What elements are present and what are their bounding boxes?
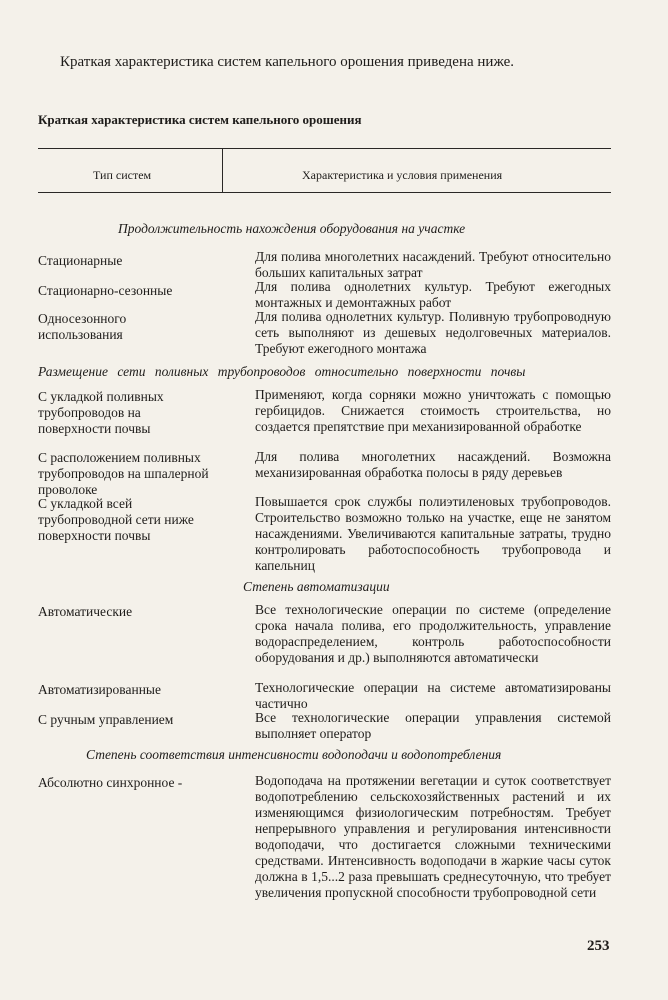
row-type: Автоматизированные: [38, 682, 161, 697]
page-number: 253: [587, 938, 610, 954]
row-description: Для полива однолетних культур. Поливную трубопроводную сеть выполняют из дешевых недолговечных материалов. Требуют ежегодного монтажа: [255, 309, 611, 356]
column-header-type: Тип систем: [93, 168, 152, 182]
section-title: Размещение сети поливных трубопроводов относительно поверхности почвы: [38, 364, 526, 379]
header-divider: [222, 149, 223, 192]
row-type: Автоматические: [38, 604, 133, 619]
row-description: Применяют, когда сорняки можно уничтожать с помощью гербицидов. Снижается стоимость строительства, но создается препятствие при механизированной обработке: [255, 387, 611, 434]
row-description: Повышается срок службы полиэтиленовых трубопроводов. Строительство возможно только на участке, еще не занятом насаждениями. Увеличиваются капитальные затраты, трудно контролировать работоспособность трубопровода и капельниц: [255, 494, 611, 573]
section-title: Продолжительность нахождения оборудования на участке: [118, 221, 466, 236]
column-header-characteristic: Характеристика и условия применения: [302, 168, 503, 182]
row-description: Все технологические операции управления системой выполняет оператор: [255, 710, 611, 741]
row-description: Для полива многолетних насаждений. Возможна механизированная обработка полосы в ряду деревьев: [255, 449, 611, 480]
row-type: С расположением поливных трубопроводов на шпалерной проволоке: [38, 450, 209, 497]
intro-paragraph: Краткая характеристика систем капельного орошения приведена ниже.: [60, 54, 515, 70]
row-type: Односезонного использования: [38, 311, 127, 342]
row-type: Стационарные: [38, 253, 123, 268]
row-description: Технологические операции на системе автоматизированы частично: [255, 680, 611, 711]
table-top-rule: [38, 148, 611, 149]
row-type: Стационарно-сезонные: [38, 283, 173, 298]
row-type: Абсолютно синхронное -: [38, 775, 183, 790]
row-description: Водоподача на протяжении вегетации и суток соответствует водопотреблению сельскохозяйственных растений и их изменяющимся физиологическим потребностям. Требует непрерывного управления и регулирования интенсивности водоподачи, что достигается сложными техническими средствами. Интенсивность водоподачи в жаркие часы суток должна в 1,5...2 раза превышать среднесуточную, что требует увеличения пропускной способности трубопроводной сети: [255, 773, 611, 900]
table-header-rule: [38, 192, 611, 193]
table-title: Краткая характеристика систем капельного орошения: [38, 112, 362, 127]
row-type: С ручным управлением: [38, 712, 174, 727]
section-title: Степень автоматизации: [243, 579, 390, 594]
row-description: Все технологические операции по системе (определение срока начала полива, его продолжительность, управление водораспределением, контроль работоспособности оборудования и др.) выполняются автоматически: [255, 602, 611, 665]
section-title: Степень соответствия интенсивности водоподачи и водопотребления: [86, 747, 502, 762]
row-description: Для полива многолетних насаждений. Требуют относительно больших капитальных затрат: [255, 249, 611, 280]
row-type: С укладкой поливных трубопроводов на поверхности почвы: [38, 389, 164, 436]
row-description: Для полива однолетних культур. Требуют ежегодных монтажных и демонтажных работ: [255, 279, 611, 310]
row-type: С укладкой всей трубопроводной сети ниже поверхности почвы: [38, 496, 194, 543]
